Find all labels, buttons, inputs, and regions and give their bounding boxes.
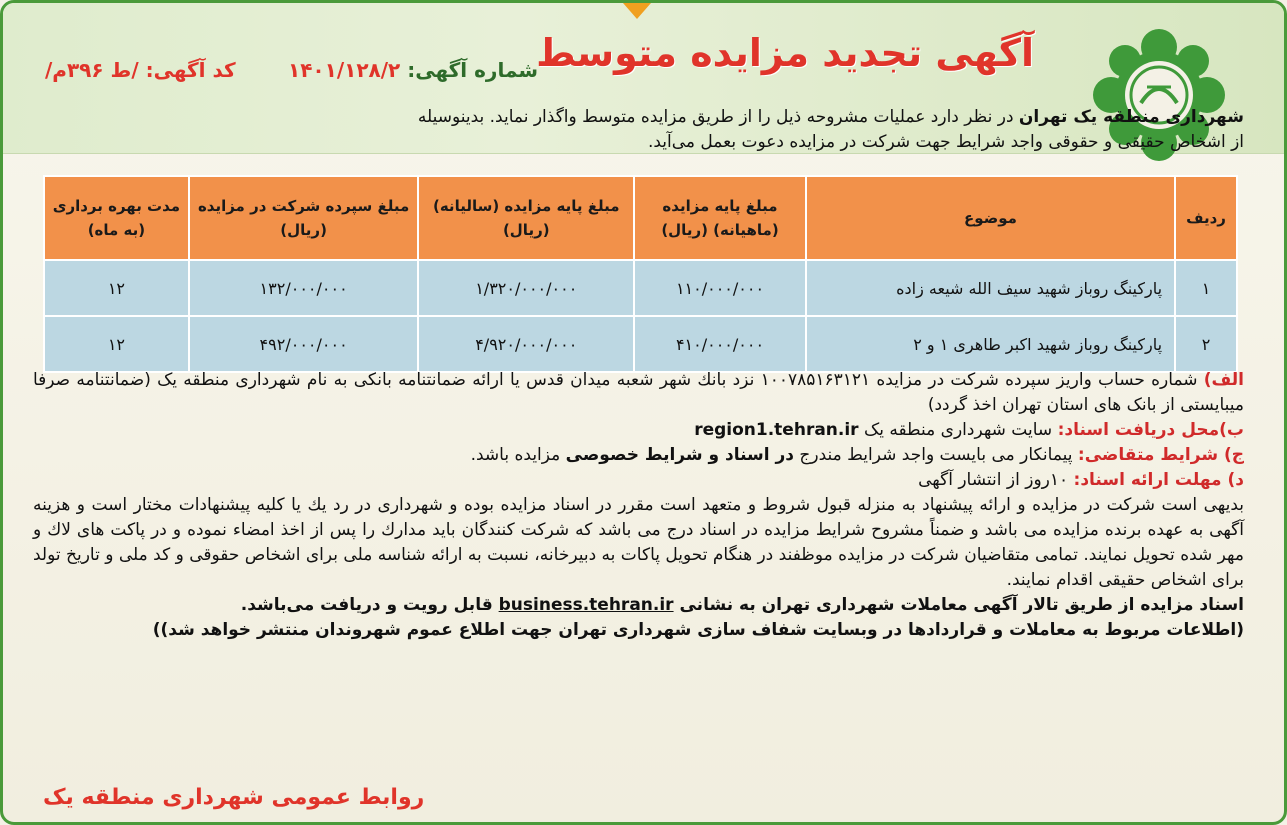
auction-table: [43, 175, 1238, 373]
docs-line: [33, 593, 1244, 618]
section-a-text: شماره حساب واریز سپرده شرکت در مزایده ۱۰۰۷۸۵۱۶۳۱۲۱ نزد بانك شهر شعبه میدان قدس یا ارائه ضمانتنامه بانکی به نام شهرداری منطقه یک (ضمانتنامه صرفا میبایستی از بانک های استان تهران اخذ گردد): [33, 370, 1244, 415]
footer-signature: روابط عمومی شهرداری منطقه یک: [43, 785, 425, 810]
section-c-label: ج) شرایط متقاضی:: [1077, 445, 1244, 465]
page-title: آگهی تجدید مزایده متوسط: [536, 31, 1034, 75]
col-header-yearly: مبلغ پایه مزایده (سالیانه) (ریال): [418, 176, 634, 260]
col-header-monthly: مبلغ پایه مزایده (ماهیانه) (ریال): [634, 176, 806, 260]
col-header-deposit: مبلغ سپرده شرکت در مزایده (ریال): [189, 176, 419, 260]
cell-months: ۱۲: [44, 316, 189, 372]
table-row: [44, 260, 1237, 316]
cell-deposit: ۴۹۲/۰۰۰/۰۰۰: [189, 316, 419, 372]
top-notch: [623, 3, 651, 19]
cell-months: ۱۲: [44, 260, 189, 316]
section-d: [33, 468, 1244, 493]
section-d-text: ۱۰روز از انتشار آگهی: [918, 470, 1074, 490]
section-b-label: ب)محل دریافت اسناد:: [1057, 420, 1244, 440]
intro-org: شهرداری منطقه یک تهران: [1018, 107, 1244, 127]
docs-text-a: اسناد مزایده از طریق تالار آگهی معاملات شهرداری تهران به نشانی: [673, 595, 1244, 615]
announcement-body: [33, 368, 1244, 643]
section-c-text: پیمانکار می بایست واجد شرایط مندرج: [794, 445, 1078, 465]
table-header-row: [44, 176, 1237, 260]
terms-paragraph: بدیهی است شرکت در مزایده و ارائه پیشنهاد به منزله قبول شروط و متعهد است مقرر در اسناد مزایده بوده و شهرداری در رد یك یا کلیه پیشنهادات مختار است و هزینه آگهی به عهده برنده مزایده می باشد و ضمناً مشروح شرایط مزایده در اسناد درج می باشد که شرکت کنندگان باید مدارك را پس از اخذ امضاء نموده و در پاکت های لاك و مهر شده تحویل نمایند. تمامی متقاضیان شرکت در مزایده موظفند در هنگام تحویل پاکات به دبیرخانه، نسبت به ارائه شناسه ملی برای اشخاص حقوقی و کد ملی و تاریخ تولد برای اشخاص حقیقی اقدام نمایند.: [32, 495, 1244, 590]
cell-subject: پارکینگ روباز شهید سیف الله شیعه زاده: [806, 260, 1175, 316]
cell-deposit: ۱۳۲/۰۰۰/۰۰۰: [189, 260, 419, 316]
col-header-row: ردیف: [1175, 176, 1237, 260]
section-b-text: سایت شهرداری منطقه یک: [858, 420, 1058, 440]
section-c: [33, 443, 1244, 468]
cell-monthly: ۴۱۰/۰۰۰/۰۰۰: [634, 316, 806, 372]
section-a-label: الف): [1203, 370, 1245, 390]
table-row: [44, 316, 1237, 372]
transparency-note: (اطلاعات مربوط به معاملات و قراردادها در وبسایت شفاف سازی شهرداری تهران جهت اطلاع عموم شهروندان منتشر خواهد شد)): [152, 620, 1244, 640]
cell-row: ۲: [1175, 316, 1237, 372]
section-c-bold: در اسناد و شرایط خصوصی: [565, 445, 795, 465]
ad-code: [45, 58, 236, 82]
intro-line1: در نظر دارد عملیات مشروحه ذیل را از طریق مزایده متوسط واگذار نماید. بدینوسیله: [417, 107, 1019, 127]
ad-code-label: کد آگهی:: [145, 58, 236, 82]
cell-monthly: ۱۱۰/۰۰۰/۰۰۰: [634, 260, 806, 316]
cell-row: ۱: [1175, 260, 1237, 316]
cell-yearly: ۴/۹۲۰/۰۰۰/۰۰۰: [418, 316, 634, 372]
section-c-end: مزایده باشد.: [470, 445, 566, 465]
intro-text: [33, 105, 1244, 155]
ad-number-value: ۱۴۰۱/۱۲۸/۲: [288, 58, 401, 82]
col-header-duration: مدت بهره برداری (به ماه): [44, 176, 189, 260]
cell-yearly: ۱/۳۲۰/۰۰۰/۰۰۰: [418, 260, 634, 316]
cell-subject: پارکینگ روباز شهید اکبر طاهری ۱ و ۲: [806, 316, 1175, 372]
region-site-link[interactable]: region1.tehran.ir: [694, 420, 859, 440]
section-a: [33, 368, 1244, 418]
section-b: [33, 418, 1244, 443]
section-d-label: د) مهلت ارائه اسناد:: [1073, 470, 1244, 490]
col-header-subject: موضوع: [806, 176, 1175, 260]
business-site-link[interactable]: business.tehran.ir: [498, 595, 674, 615]
ad-number: [288, 58, 538, 82]
docs-text-b: قابل رویت و دریافت می‌باشد.: [240, 595, 499, 615]
ad-code-value: /ط ۳۹۶م/: [45, 58, 139, 82]
intro-line2: از اشخاص حقیقی و حقوقی واجد شرایط جهت شرکت در مزایده دعوت بعمل می‌آید.: [647, 132, 1244, 152]
ad-number-label: شماره آگهی:: [407, 58, 539, 82]
